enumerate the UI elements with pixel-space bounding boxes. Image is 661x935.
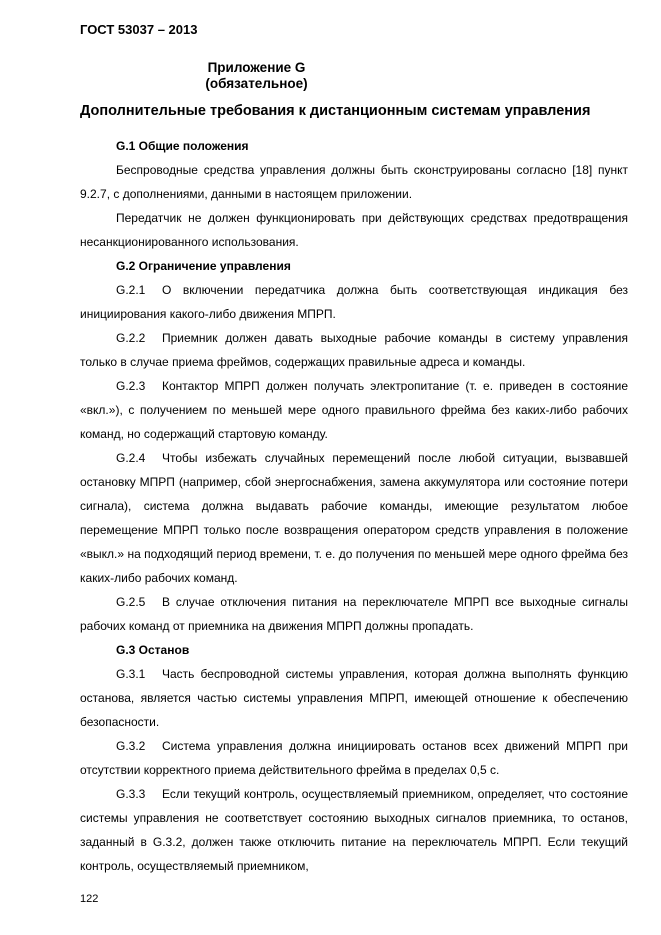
clause-number: G.2.1	[116, 283, 146, 297]
clause-text: Если текущий контроль, осуществляемый приемником, определяет, что состояние системы управления не соответствует состоянию выходных сигналов приемника, то останов, заданный в G.3.2, должен также отключить питание на переключатель МПРП. Если текущий контроль, осуществляемый приемником,	[80, 787, 628, 873]
clause-number: G.3.3	[116, 787, 146, 801]
clause-number: G.2.2	[116, 331, 146, 345]
clause-number: G.2.4	[116, 451, 146, 465]
clause-g3-3	[80, 782, 628, 878]
clause-g3-1	[80, 662, 628, 734]
paragraph: Беспроводные средства управления должны быть сконструированы согласно [18] пункт 9.2.7, с дополнениями, данными в настоящем приложении.	[80, 163, 628, 201]
clause-text: Приемник должен давать выходные рабочие команды в систему управления только в случае приема фреймов, содержащих правильные адреса и команды.	[80, 331, 628, 369]
section-heading-g1: G.1 Общие положения	[116, 139, 249, 153]
clause-number: G.2.3	[116, 379, 146, 393]
clause-text: Система управления должна инициировать останов всех движений МПРП при отсутствии корректного приема действительного фрейма в пределах 0,5 с.	[80, 739, 628, 777]
annex-title: Приложение G	[207, 60, 306, 75]
clause-g2-3	[80, 374, 628, 446]
clause-g2-1	[80, 278, 628, 326]
clause-text: Чтобы избежать случайных перемещений после любой ситуации, вызвавшей остановку МПРП (например, сбой энергоснабжения, замена аккумулятора или состояние потери сигнала), система должна выдавать рабочие команды, имеющие результатом любое перемещение МПРП только после возвращения оператором средств управления в положение «выкл.» на подходящий период времени, т. е. до получения по меньшей мере одного фрейма без каких-либо рабочих команд.	[80, 451, 628, 585]
document-body	[80, 134, 628, 878]
page-number: 122	[80, 893, 99, 905]
clause-text: О включении передатчика должна быть соответствующая индикация без инициирования какого-либо движения МПРП.	[80, 283, 628, 321]
clause-number: G.3.2	[116, 739, 146, 753]
clause-g3-2	[80, 734, 628, 782]
clause-text: В случае отключения питания на переключателе МПРП все выходные сигналы рабочих команд от приемника на движения МПРП должны пропадать.	[80, 595, 628, 633]
clause-text: Контактор МПРП должен получать электропитание (т. е. приведен в состояние «вкл.»), с получением по меньшей мере одного правильного фрейма без каких-либо рабочих команд, но содержащий стартовую команду.	[80, 379, 628, 441]
paragraph: Передатчик не должен функционировать при действующих средствах предотвращения несанкционированного использования.	[80, 211, 628, 249]
clause-g2-5	[80, 590, 628, 638]
section-heading-g2: G.2 Ограничение управления	[116, 259, 291, 273]
annex-main-heading: Дополнительные требования к дистанционным системам управления	[80, 103, 591, 119]
clause-g2-4	[80, 446, 628, 590]
clause-number: G.2.5	[116, 595, 146, 609]
annex-status: (обязательное)	[205, 76, 308, 91]
clause-number: G.3.1	[116, 667, 146, 681]
standard-number: ГОСТ 53037 – 2013	[80, 22, 198, 37]
clause-text: Часть беспроводной системы управления, которая должна выполнять функцию останова, является частью системы управления МПРП, имеющей отношение к обеспечению безопасности.	[80, 667, 628, 729]
section-heading-g3: G.3 Останов	[116, 643, 190, 657]
annex-heading	[80, 60, 628, 92]
clause-g2-2	[80, 326, 628, 374]
